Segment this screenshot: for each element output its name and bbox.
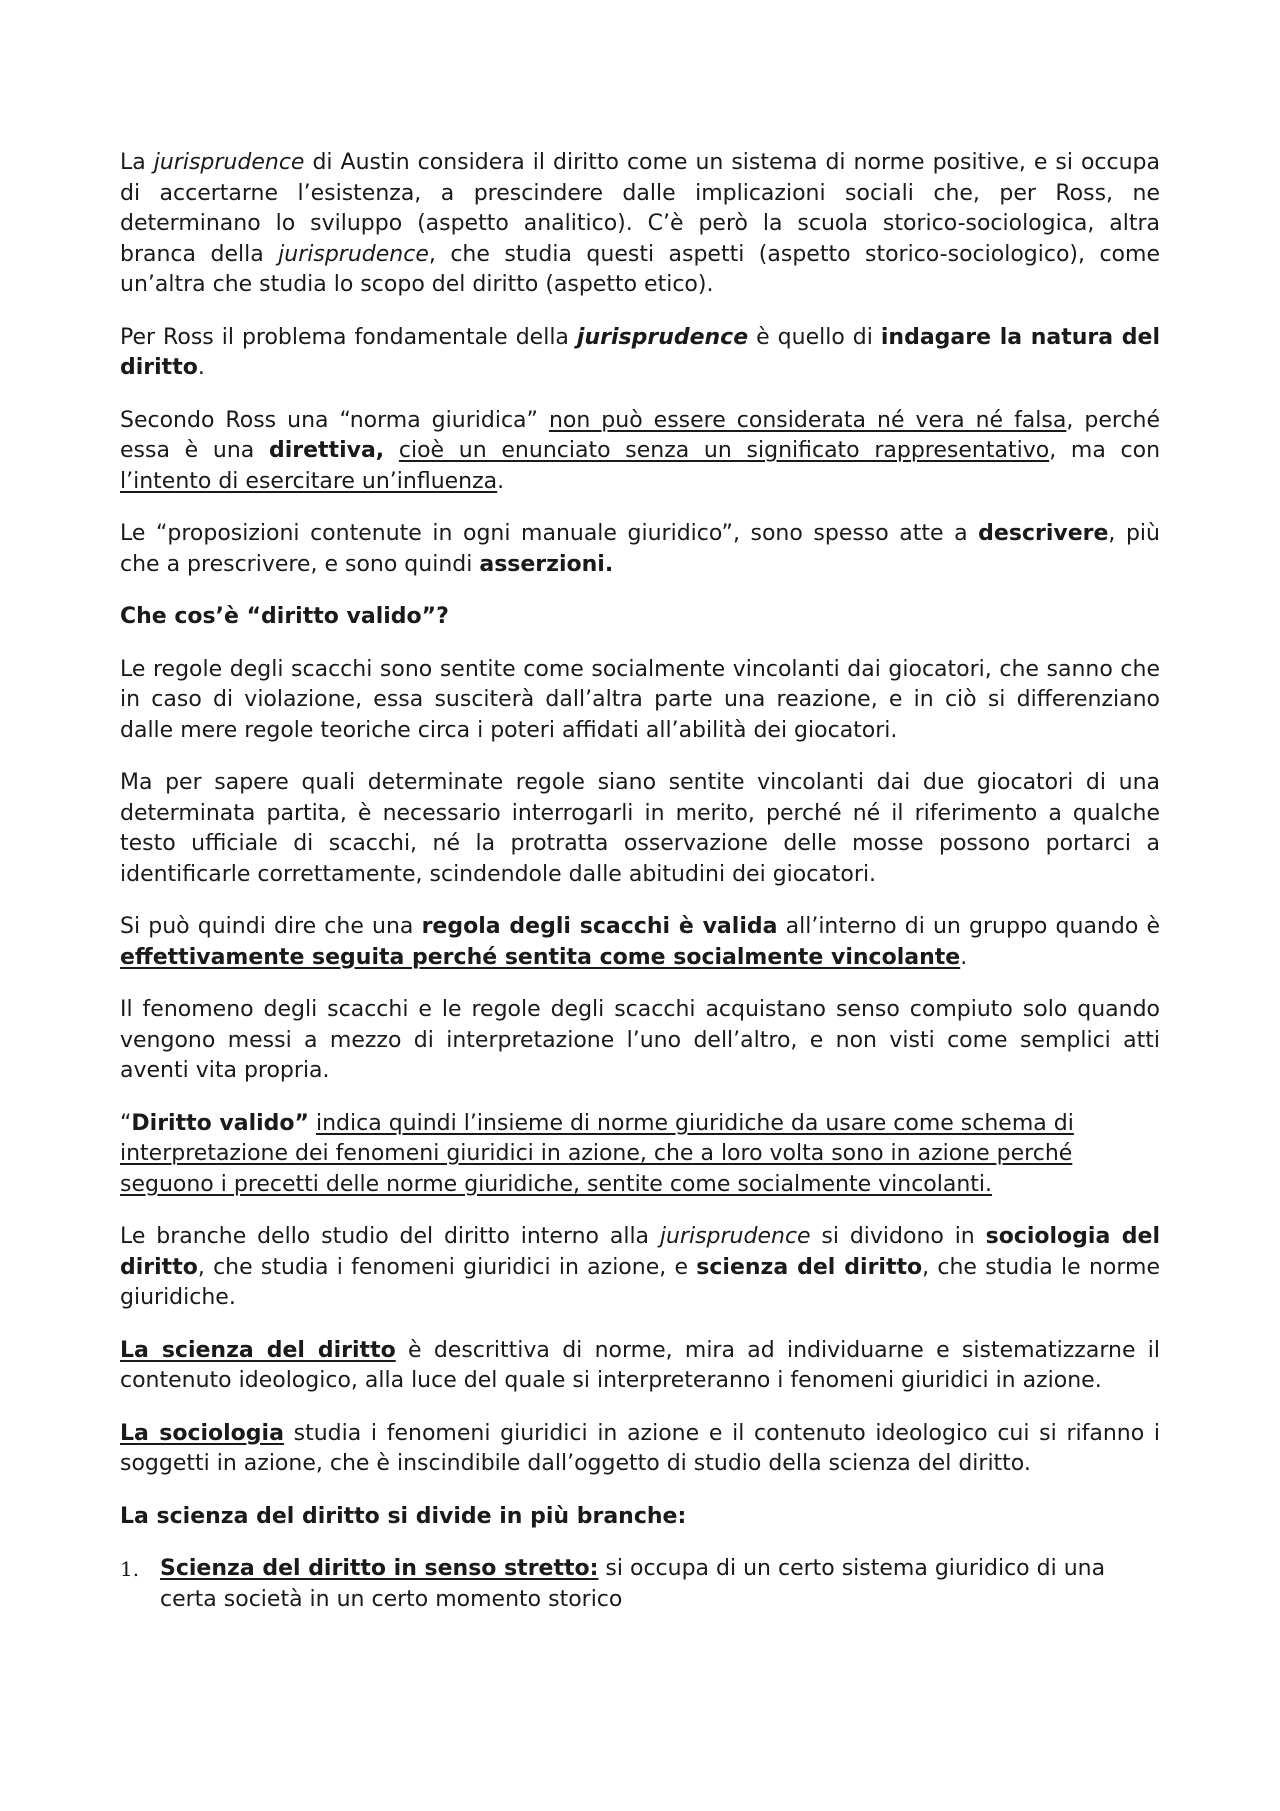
paragraph-definizione-diritto-valido: “Diritto valido” indica quindi l’insieme di norme giuridiche da usare come schema di interpretazione dei fenomeni giuridici in azione, che a loro volta sono in azione perché seguono i precetti delle norme giuridiche, sentite come socialmente vincolanti.: [120, 1110, 1074, 1197]
section-heading-diritto-valido: Che cos’è “diritto valido”?: [120, 604, 449, 629]
paragraph-proposizioni: Le “proposizioni contenute in ogni manuale giuridico”, sono spesso atte a descrivere, più che a prescrivere, e sono quindi asserzioni.: [120, 521, 1160, 577]
paragraph-ross-problem: Per Ross il problema fondamentale della jurisprudence è quello di indagare la natura del diritto.: [120, 324, 1160, 380]
paragraph-interrogare-giocatori: Ma per sapere quali determinate regole siano sentite vincolanti dai due giocatori di una determinata partita, è necessario interrogarli in merito, perché né il riferimento a qualche testo ufficiale di scacchi, né la protratta osservazione delle mosse possono portarci a identificarle correttamente, scindendole dalle abitudini dei giocatori.: [120, 770, 1160, 887]
paragraph-branche: Le branche dello studio del diritto interno alla jurisprudence si dividono in sociologia del diritto, che studia i fenomeni giuridici in azione, e scienza del diritto, che studia le norme giuridiche.: [120, 1224, 1160, 1310]
paragraph-fenomeno-scacchi: Il fenomeno degli scacchi e le regole degli scacchi acquistano senso compiuto solo quando vengono messi a mezzo di interpretazione l’uno dell’altro, e non visti come semplici atti aventi vita propria.: [120, 997, 1160, 1083]
list-item-number: 1.: [120, 1557, 140, 1581]
paragraph-austin: La jurisprudence di Austin considera il diritto come un sistema di norme positive, e si occupa di accertarne l’esistenza, a prescindere dalle implicazioni sociali che, per Ross, ne determinano lo sviluppo (aspetto analitico). C’è però la scuola storico-sociologica, altra branca della jurisprudence, che studia questi aspetti (aspetto storico-sociologico), come un’altra che studia lo scopo del diritto (aspetto etico).: [120, 150, 1161, 297]
paragraph-scienza-del-diritto: La scienza del diritto è descrittiva di norme, mira ad individuarne e sistematizzarne il contenuto ideologico, alla luce del quale si interpreteranno i fenomeni giuridici in azione.: [120, 1337, 1160, 1393]
paragraph-regola-valida: Si può quindi dire che una regola degli scacchi è valida all’interno di un gruppo quando è effettivamente seguita perché sentita come socialmente vincolante.: [120, 914, 1160, 970]
branches-list: [120, 1554, 1160, 1615]
paragraph-norma-giuridica: Secondo Ross una “norma giuridica” non può essere considerata né vera né falsa, perché essa è una direttiva, cioè un enunciato senza un significato rappresentativo, ma con l’intento di esercitare un’influenza.: [120, 407, 1161, 494]
list-item: 1. Scienza del diritto in senso stretto: si occupa di un certo sistema giuridico di una certa società in un certo momento storico: [120, 1556, 1106, 1612]
document-page: [120, 148, 1160, 1615]
paragraph-sociologia: La sociologia studia i fenomeni giuridici in azione e il contenuto ideologico cui si rifanno i soggetti in azione, che è inscindibile dall’oggetto di studio della scienza del diritto.: [120, 1420, 1161, 1476]
paragraph-regole-scacchi: Le regole degli scacchi sono sentite come socialmente vincolanti dai giocatori, che sanno che in caso di violazione, essa susciterà dall’altra parte una reazione, e in ciò si differenziano dalle mere regole teoriche circa i poteri affidati all’abilità dei giocatori.: [120, 656, 1160, 743]
section-heading-branche: La scienza del diritto si divide in più branche:: [120, 1503, 687, 1529]
